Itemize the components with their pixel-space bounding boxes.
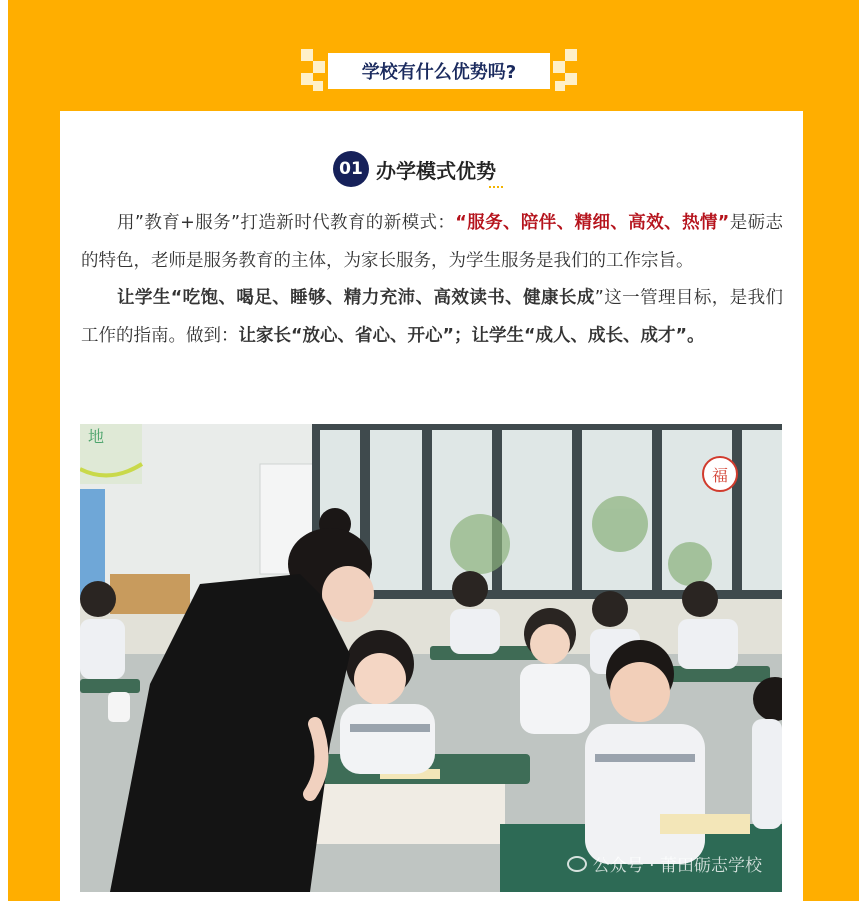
decor-square — [555, 81, 565, 91]
section-title-text: 办学模式优势 — [376, 158, 496, 183]
wall-decor: 福 — [712, 466, 729, 485]
watermark-text: 公众号 · 莆田砺志学校 — [592, 856, 762, 876]
paragraph-1 — [81, 205, 783, 280]
decor-square — [301, 73, 313, 85]
body-text — [81, 205, 783, 355]
decor-square — [553, 61, 565, 73]
wall-sign: 地 — [88, 427, 105, 446]
paragraph-2-mid: ”这一管理目标，是我们工作的指南。做到： — [81, 288, 783, 346]
wechat-icon — [567, 856, 587, 872]
paragraph-1-rest: 是砺志的特色，老师是服务教育的主体，为家长服务，为学生服务是我们的工作宗旨。 — [81, 213, 783, 271]
paragraph-2-bold-lead: 让学生“吃饱、喝足、睡够、精力充沛、高效读书、健康长成 — [117, 288, 595, 308]
paragraph-2-bold-tail: 让家长“放心、省心、开心”；让学生“成人、成长、成才”。 — [238, 325, 705, 346]
section-number-badge: 01 — [333, 151, 369, 187]
section-title — [376, 155, 496, 184]
decor-square — [565, 49, 577, 61]
decor-square — [565, 73, 577, 85]
wave-underline — [489, 181, 503, 188]
paragraph-2 — [81, 280, 783, 355]
classroom-illustration — [80, 424, 782, 892]
content-card — [60, 111, 803, 901]
page-title: 学校有什么优势吗? — [328, 53, 550, 89]
decor-square — [313, 61, 325, 73]
decor-square — [301, 49, 313, 61]
classroom-photo — [80, 424, 782, 892]
paragraph-1-highlight: “服务、陪伴、精细、高效、热情” — [455, 213, 730, 233]
decor-square — [313, 81, 323, 91]
header-banner — [301, 49, 577, 93]
section-heading — [333, 151, 496, 187]
paragraph-1-lead: 用”教育+服务”打造新时代教育的新模式： — [117, 213, 456, 233]
watermark — [567, 851, 762, 876]
